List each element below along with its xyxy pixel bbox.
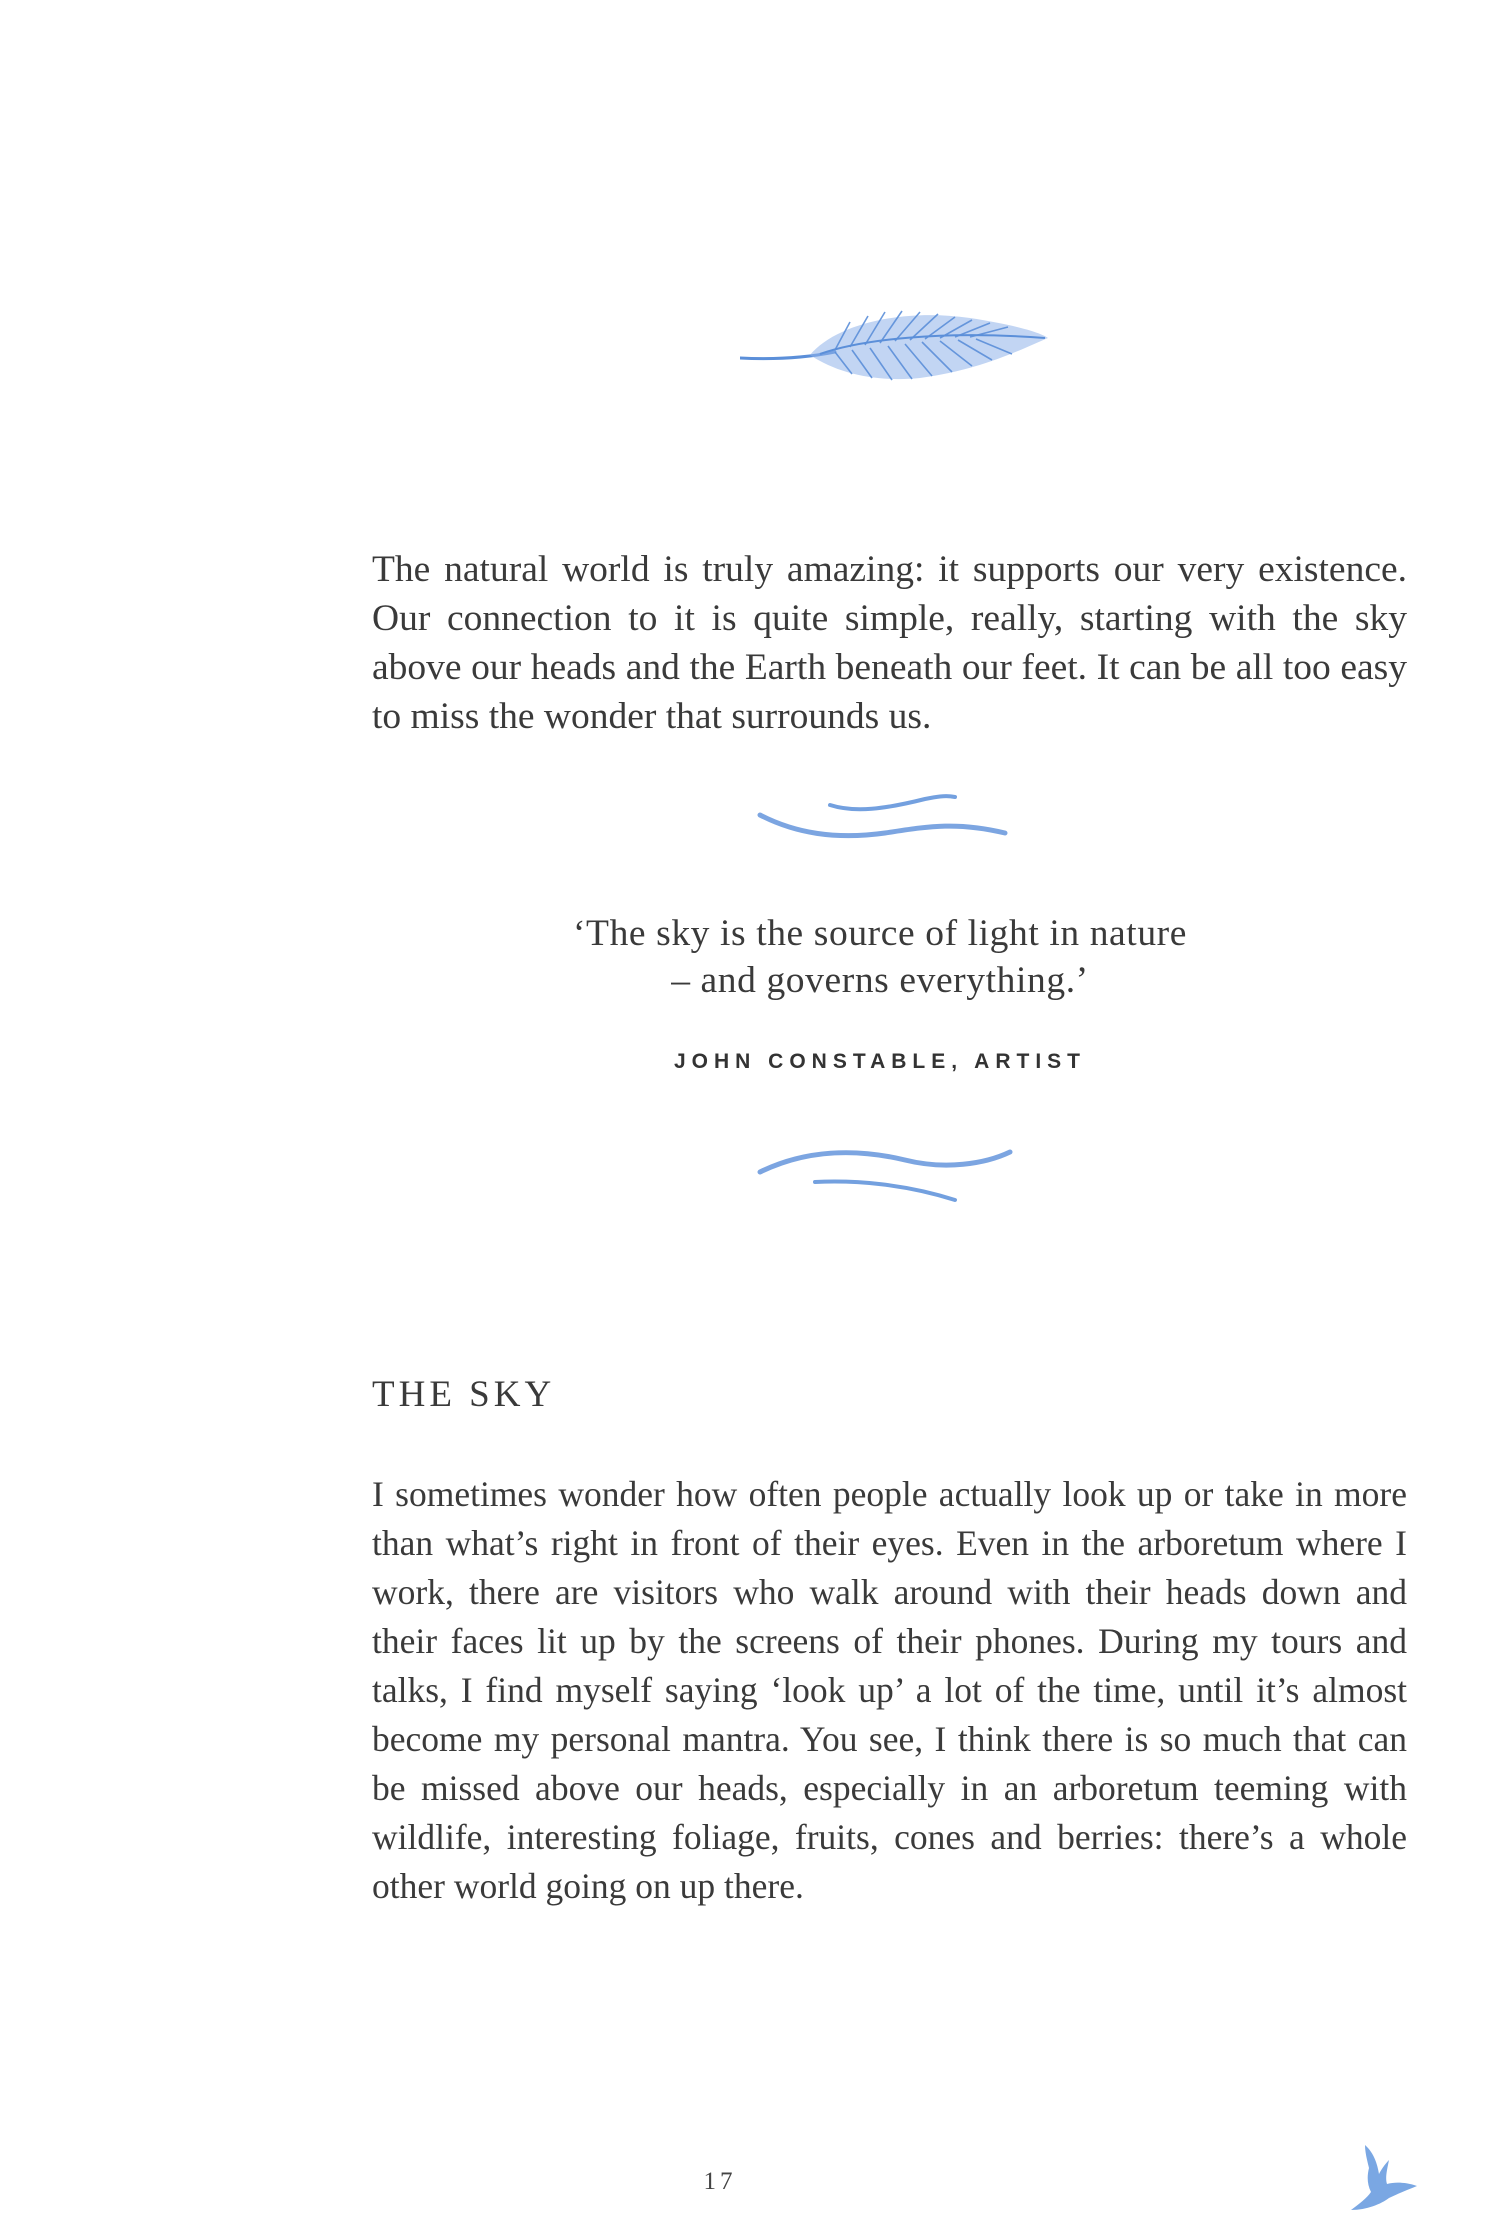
- wave-icon: [755, 785, 1015, 855]
- page-number: 17: [703, 2168, 737, 2195]
- section-heading: THE SKY: [372, 1374, 556, 1415]
- quote-attribution: JOHN CONSTABLE, ARTIST: [673, 1050, 1086, 1073]
- quote-line-1: ‘The sky is the source of light in nature: [572, 913, 1188, 954]
- feather-icon: [740, 300, 1050, 390]
- bird-icon: [1345, 2140, 1425, 2215]
- quote: [380, 910, 1380, 1004]
- section-body: I sometimes wonder how often people actually look up or take in more than what’s right in front of their eyes. Even in the arboretum where I work, there are visitors who walk around with their heads down and their faces lit up by the screens of their phones. During my tours and talks, I find myself saying ‘look up’ a lot of the time, until it’s almost become my personal mantra. You see, I think there is so much that can be missed above our heads, especially in an arboretum teeming with wildlife, interesting foliage, fruits, cones and berries: there’s a whole other world going on up there.: [372, 1474, 1407, 1906]
- wave-icon: [755, 1140, 1015, 1220]
- intro-paragraph: The natural world is truly amazing: it supports our very existence. Our connection to it is quite simple, really, starting with the sky above our heads and the Earth beneath our feet. It can be all too easy to miss the wonder that surrounds us.: [372, 549, 1407, 737]
- quote-line-2: – and governs everything.’: [671, 960, 1089, 1001]
